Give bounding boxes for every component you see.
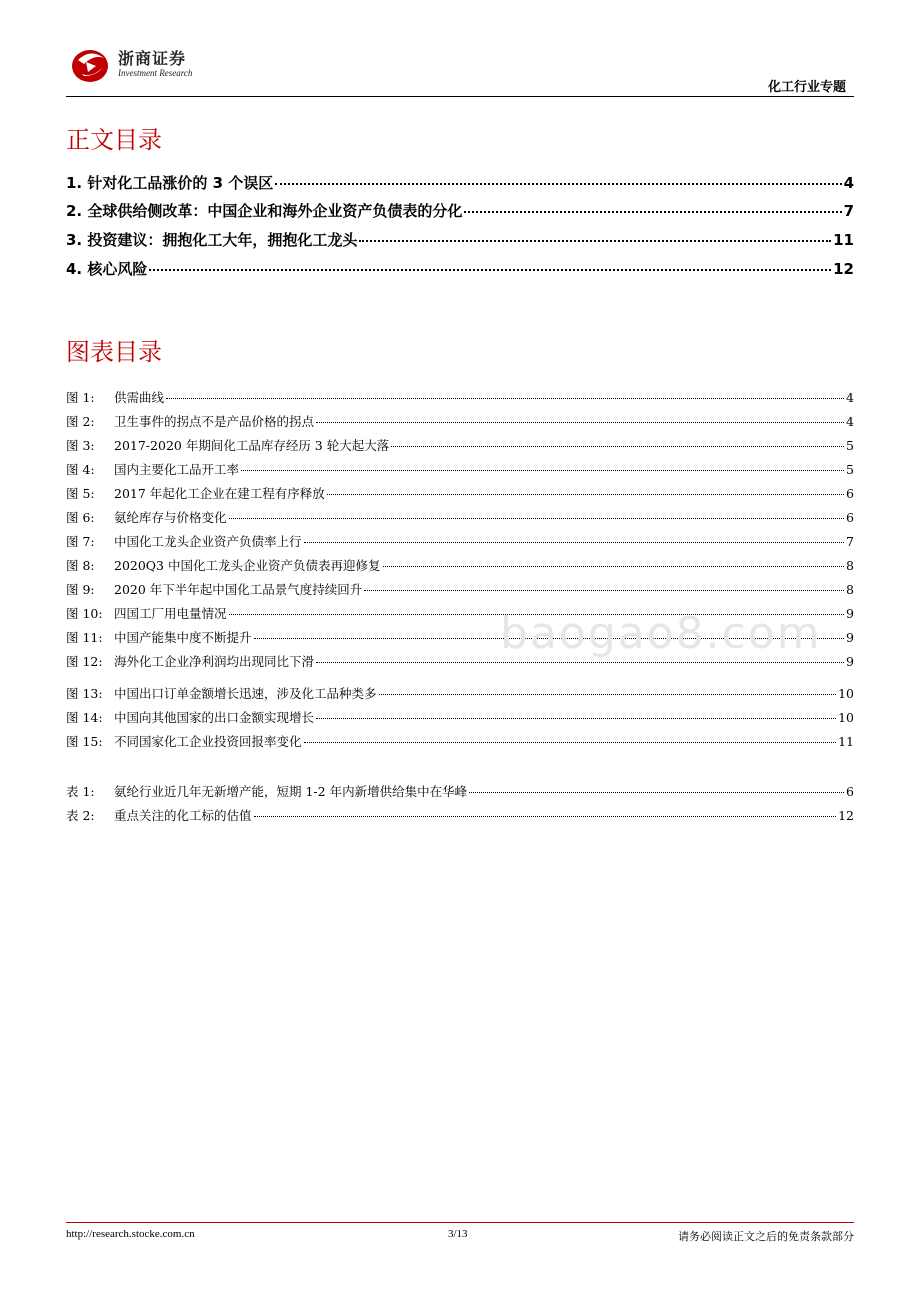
dot-leader: [275, 183, 841, 185]
figure-page: 8: [846, 558, 854, 573]
figure-title: 2020 年下半年起中国化工品景气度持续回升: [114, 582, 363, 597]
figure-page: 4: [846, 414, 854, 429]
dot-leader: [254, 816, 837, 817]
logo-mark-icon: [70, 44, 114, 84]
header-divider: [66, 96, 854, 97]
figure-entry[interactable]: [66, 388, 854, 406]
figure-entry[interactable]: [66, 484, 854, 502]
dot-leader: [364, 590, 844, 591]
footer-disclaimer: 请务必阅读正文之后的免责条款部分: [678, 1230, 854, 1243]
figure-number: 图 10:: [66, 606, 103, 621]
toc-entry[interactable]: [66, 172, 854, 194]
figure-number: 图 12:: [66, 654, 103, 669]
company-logo: [70, 40, 210, 90]
table-number: 表 2:: [66, 808, 95, 823]
dot-leader: [327, 494, 844, 495]
figure-title: 国内主要化工品开工率: [114, 462, 240, 477]
logo-cn-text: 浙商证券: [118, 49, 187, 68]
figure-entry[interactable]: [66, 532, 854, 550]
figure-title: 供需曲线: [114, 390, 165, 405]
table-page: 6: [846, 784, 854, 799]
toc-entry-page: 11: [833, 231, 854, 249]
page-number: 3/13: [448, 1228, 468, 1240]
toc-entry-page: 12: [833, 260, 854, 278]
figure-entry[interactable]: [66, 708, 854, 726]
toc-entry[interactable]: [66, 200, 854, 222]
figure-page: 6: [846, 486, 854, 501]
dot-leader: [379, 694, 837, 695]
figure-number: 图 13:: [66, 686, 103, 701]
footer-url-link[interactable]: http://research.stocke.com.cn: [66, 1228, 195, 1240]
toc-heading: 正文目录: [66, 126, 162, 154]
figure-title: 中国产能集中度不断提升: [114, 630, 252, 645]
toc-entry-label: 2. 全球供给侧改革：中国企业和海外企业资产负债表的分化: [66, 202, 463, 220]
figure-page: 7: [846, 534, 854, 549]
figure-entry[interactable]: [66, 556, 854, 574]
figure-title: 中国化工龙头企业资产负债率上行: [114, 534, 302, 549]
figure-entry[interactable]: [66, 580, 854, 598]
report-category: 化工行业专题: [767, 80, 846, 95]
table-number: 表 1:: [66, 784, 95, 799]
figure-title: 四国工厂用电量情况: [114, 606, 227, 621]
dot-leader: [316, 718, 836, 719]
figure-number: 图 4:: [66, 462, 95, 477]
figure-title: 中国出口订单金额增长迅速，涉及化工品种类多: [114, 686, 377, 701]
dot-leader: [229, 518, 845, 519]
figure-page: 5: [846, 438, 854, 453]
figure-number: 图 7:: [66, 534, 95, 549]
figure-number: 图 5:: [66, 486, 95, 501]
table-entry[interactable]: [66, 782, 854, 800]
figure-title: 2017-2020 年期间化工品库存经历 3 轮大起大落: [114, 438, 390, 453]
figure-number: 图 8:: [66, 558, 95, 573]
figure-title: 卫生事件的拐点不是产品价格的拐点: [114, 414, 315, 429]
figure-title: 海外化工企业净利润均出现同比下滑: [114, 654, 315, 669]
toc-entry-label: 4. 核心风险: [66, 260, 148, 278]
figure-entry[interactable]: [66, 412, 854, 430]
toc-entry-page: 4: [843, 174, 854, 192]
dot-leader: [391, 446, 844, 447]
figure-entry[interactable]: [66, 436, 854, 454]
figure-entry[interactable]: [66, 460, 854, 478]
dot-leader: [241, 470, 844, 471]
dot-leader: [304, 742, 837, 743]
figure-page: 8: [846, 582, 854, 597]
figure-number: 图 14:: [66, 710, 103, 725]
figure-number: 图 3:: [66, 438, 95, 453]
figure-entry[interactable]: [66, 508, 854, 526]
figure-title: 氨纶库存与价格变化: [114, 510, 227, 525]
figure-page: 4: [846, 390, 854, 405]
logo-en-text: Investment Research: [118, 68, 193, 78]
watermark-text: baogao8.com: [500, 608, 822, 659]
dot-leader: [316, 662, 844, 663]
figure-number: 图 2:: [66, 414, 95, 429]
figure-page: 9: [846, 630, 854, 645]
figure-number: 图 15:: [66, 734, 103, 749]
dot-leader: [383, 566, 845, 567]
dot-leader: [304, 542, 845, 543]
dot-leader: [166, 398, 844, 399]
figure-page: 9: [846, 654, 854, 669]
dot-leader: [149, 269, 831, 271]
table-title: 重点关注的化工标的估值: [114, 808, 252, 823]
figure-page: 10: [838, 686, 854, 701]
table-page: 12: [838, 808, 854, 823]
dot-leader: [316, 422, 844, 423]
dot-leader: [469, 792, 844, 793]
figure-entry[interactable]: [66, 684, 854, 702]
figure-title: 不同国家化工企业投资回报率变化: [114, 734, 302, 749]
figure-page: 6: [846, 510, 854, 525]
toc-entry[interactable]: [66, 229, 854, 251]
figure-page: 5: [846, 462, 854, 477]
figure-number: 图 9:: [66, 582, 95, 597]
figure-list-heading: 图表目录: [66, 338, 162, 366]
figure-title: 中国向其他国家的出口金额实现增长: [114, 710, 315, 725]
toc-entry-label: 3. 投资建议：拥抱化工大年，拥抱化工龙头: [66, 231, 358, 249]
figure-title: 2020Q3 中国化工龙头企业资产负债表再迎修复: [114, 558, 381, 573]
figure-number: 图 6:: [66, 510, 95, 525]
figure-entry[interactable]: [66, 732, 854, 750]
dot-leader: [464, 211, 841, 213]
figure-number: 图 1:: [66, 390, 95, 405]
toc-entry-page: 7: [843, 202, 854, 220]
table-entry[interactable]: [66, 806, 854, 824]
figure-page: 9: [846, 606, 854, 621]
dot-leader: [359, 240, 831, 242]
footer-divider: [66, 1222, 854, 1223]
figure-number: 图 11:: [66, 630, 103, 645]
figure-page: 11: [838, 734, 854, 749]
toc-entry-label: 1. 针对化工品涨价的 3 个误区: [66, 174, 274, 192]
figure-page: 10: [838, 710, 854, 725]
table-title: 氨纶行业近几年无新增产能，短期 1-2 年内新增供给集中在华峰: [114, 784, 468, 799]
figure-title: 2017 年起化工企业在建工程有序释放: [114, 486, 325, 501]
toc-entry[interactable]: [66, 258, 854, 280]
